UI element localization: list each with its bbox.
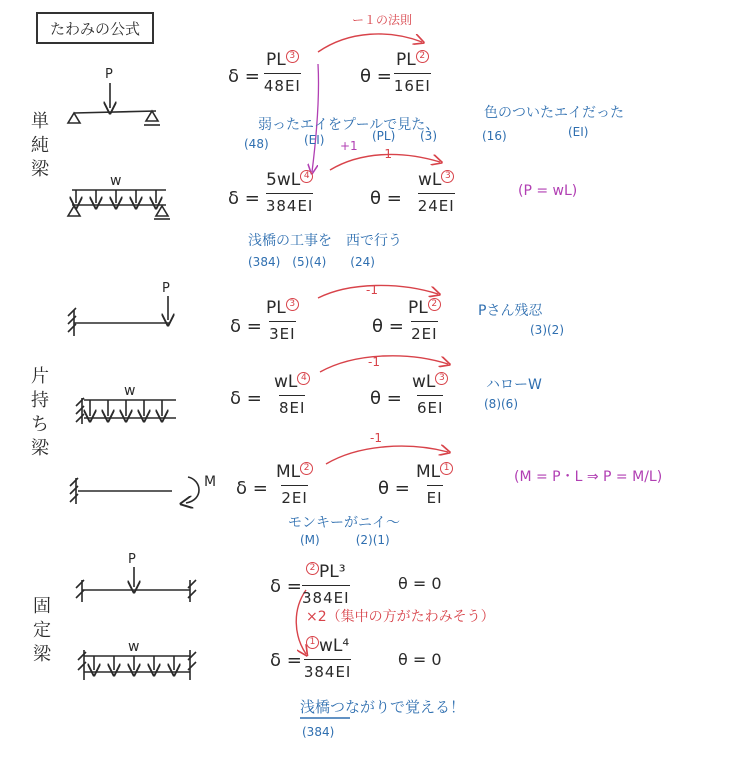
load-label-P: P [128, 552, 136, 567]
category-char: 固 [33, 596, 51, 617]
formula-deflection-simple-distributed [262, 170, 317, 215]
category-char: 持 [31, 390, 49, 411]
formula-angle-simple-point [392, 50, 433, 95]
load-label-P: P [162, 281, 170, 296]
formula-deflection-simple-point [262, 50, 303, 95]
denominator: 384EI [304, 659, 352, 681]
category-char: 定 [33, 620, 51, 641]
coefficient-circle: 1 [306, 636, 319, 649]
mnemonic: 浅橋の工事を 西で行う [248, 233, 402, 249]
denominator: 2EI [411, 321, 437, 343]
denominator: 8EI [279, 395, 305, 417]
formula-deflection-fixed-point [302, 562, 350, 607]
numerator: PL³ [319, 562, 346, 582]
numerator: PL [396, 50, 416, 70]
simple-beam-distributed-load-diagram [68, 190, 170, 219]
category-char: 梁 [31, 159, 49, 180]
denominator: 3EI [269, 321, 295, 343]
rule-label: -1 [368, 355, 380, 369]
delta-symbol: δ = [228, 188, 260, 209]
exponent-circle: 4 [297, 372, 310, 385]
delta-symbol: δ = [230, 316, 262, 337]
category-char: 梁 [31, 438, 49, 459]
simple-beam-point-load-diagram [68, 83, 160, 125]
formula-angle-cantilever-moment [412, 462, 457, 507]
mnemonic-code: (3) [420, 129, 437, 143]
exponent-circle: 2 [300, 462, 313, 475]
category-char: 単 [31, 111, 49, 132]
theta-symbol: θ = [370, 388, 402, 409]
load-label-w: w [124, 383, 136, 399]
cantilever-distributed-load-diagram [76, 398, 176, 424]
mnemonic: モンキーがニイ〜 [288, 515, 400, 531]
numerator: wL⁴ [319, 636, 350, 656]
formula-deflection-cantilever-moment [272, 462, 317, 507]
exponent-circle: 3 [286, 50, 299, 63]
numerator: 5wL [266, 170, 301, 190]
mnemonic: ハローW [486, 377, 542, 393]
theta-symbol: θ = [360, 66, 392, 87]
delta-symbol: δ = [230, 388, 262, 409]
mnemonic-code: (16) [482, 129, 507, 143]
moment-label-M: M [204, 474, 217, 490]
formula-angle-cantilever-distributed [408, 372, 452, 417]
rule-label: ー１の法則 [352, 13, 413, 27]
mnemonic: Pさん残忍 [478, 303, 543, 319]
theta-symbol: θ = [372, 316, 404, 337]
mnemonic: 色のついたエイだった [484, 105, 624, 121]
mnemonic-code: (8)(6) [484, 397, 518, 411]
delta-symbol: δ = [270, 650, 302, 671]
aside-note: (P = wL) [518, 183, 578, 199]
numerator: ML [276, 462, 301, 482]
rule-label: -1 [370, 431, 382, 445]
numerator: PL [266, 50, 286, 70]
footer-mnemonic: 浅橋つながりで覚える！ [300, 698, 466, 716]
mnemonic-code: (M) (2)(1) [300, 533, 390, 547]
denominator: 24EI [418, 193, 455, 215]
exponent-circle: 2 [428, 298, 441, 311]
numerator: ML [416, 462, 441, 482]
denominator: 2EI [281, 485, 307, 507]
delta-symbol: δ = [236, 478, 268, 499]
category-char: 梁 [33, 644, 51, 665]
numerator: PL [266, 298, 286, 318]
denominator: 48EI [264, 73, 301, 95]
numerator: wL [412, 372, 436, 392]
theta-symbol: θ = [370, 188, 402, 209]
rule-label: -1 [380, 147, 392, 161]
coefficient-circle: 2 [306, 562, 319, 575]
load-label-w: w [128, 639, 140, 655]
denominator: 16EI [394, 73, 431, 95]
category-char: 片 [31, 366, 49, 387]
numerator: wL [274, 372, 298, 392]
comparison-note: ×2（集中の方がたわみそう） [306, 609, 495, 625]
page-title: たわみの公式 [36, 12, 154, 44]
exponent-circle: 1 [440, 462, 453, 475]
formula-deflection-cantilever-point [262, 298, 303, 343]
formula-angle-cantilever-point [404, 298, 445, 343]
rule-arrow [320, 356, 448, 372]
cantilever-moment-diagram [70, 477, 199, 504]
category-char: ち [31, 414, 49, 435]
mnemonic-code: (48) [244, 137, 269, 151]
mnemonic: 弱ったエイをプールで見た、 [258, 117, 440, 133]
denominator: 384EI [302, 585, 350, 607]
exponent-circle: 3 [435, 372, 448, 385]
plus-one-label: +1 [340, 139, 358, 153]
load-label-P: P [105, 67, 113, 82]
exponent-circle: 3 [286, 298, 299, 311]
aside-note: (M = P・L ⇒ P = M/L) [514, 469, 663, 485]
exponent-circle: 2 [416, 50, 429, 63]
fixed-beam-point-load-diagram [76, 567, 196, 602]
denominator: EI [427, 485, 443, 507]
denominator: 384EI [266, 193, 314, 215]
numerator: wL [418, 170, 442, 190]
cantilever-point-load-diagram [68, 296, 170, 336]
rule-arrow [318, 285, 438, 298]
exponent-circle: 3 [441, 170, 454, 183]
formula-angle-simple-distributed [414, 170, 458, 215]
footer-code: (384) [302, 725, 335, 739]
theta-symbol: θ = [378, 478, 410, 499]
formula-deflection-fixed-distributed [302, 636, 353, 681]
mnemonic-code: (3)(2) [530, 323, 564, 337]
delta-symbol: δ = [270, 576, 302, 597]
rule-label: -1 [366, 283, 378, 297]
mnemonic-code: (EI) [304, 133, 325, 147]
load-label-w: w [110, 173, 122, 189]
denominator: 6EI [417, 395, 443, 417]
formula-deflection-cantilever-distributed [270, 372, 314, 417]
mnemonic-code: (384) (5)(4) (24) [248, 255, 375, 269]
mnemonic-code: (PL) [372, 129, 396, 143]
numerator: PL [408, 298, 428, 318]
mnemonic-code: (EI) [568, 125, 589, 139]
category-char: 純 [31, 135, 49, 156]
angle-zero: θ = 0 [398, 574, 442, 593]
angle-zero: θ = 0 [398, 650, 442, 669]
exponent-circle: 4 [300, 170, 313, 183]
delta-symbol: δ = [228, 66, 260, 87]
